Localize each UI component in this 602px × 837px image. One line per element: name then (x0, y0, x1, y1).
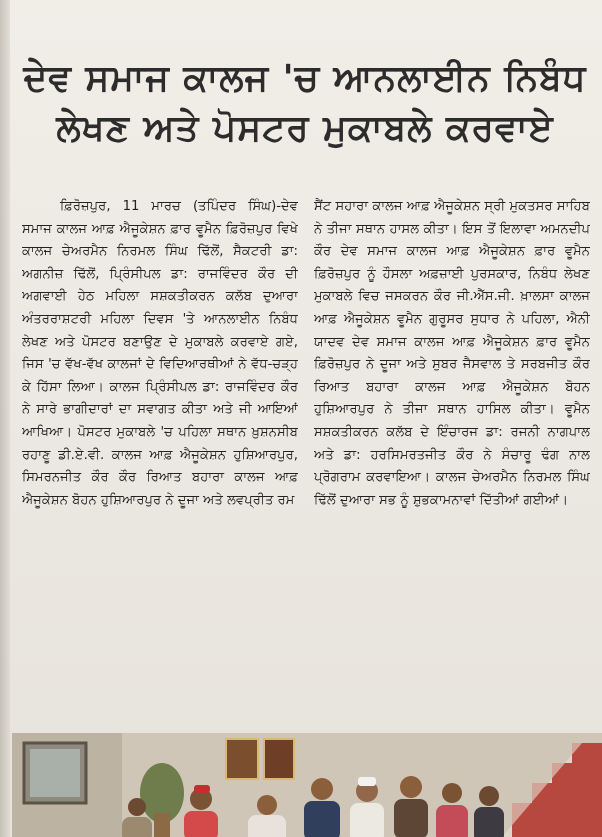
article-column-right (314, 196, 590, 726)
article-body (22, 196, 590, 726)
headline-line-1: ਦੇਵ ਸਮਾਜ ਕਾਲਜ 'ਚ ਆਨਲਾਈਨ ਨਿਬੰਧ (23, 58, 587, 100)
article-column-left (22, 196, 298, 726)
headline-line-2: ਲੇਖਣ ਅਤੇ ਪੋਸਟਰ ਮੁਕਾਬਲੇ ਕਰਵਾਏ (56, 108, 554, 150)
group-photo-image (12, 733, 602, 837)
headline (18, 54, 592, 154)
article-paragraph-left: ਫ਼ਿਰੋਜ਼ਪੁਰ, 11 ਮਾਰਚ (ਤਪਿੰਦਰ ਸਿੰਘ)-ਦੇਵ ਸਮਾਜ ਕਾਲਜ ਆਫ਼ ਐਜੂਕੇਸ਼ਨ ਫ਼ਾਰ ਵੂਮੈਨ ਫ਼ਿਰੋਜ਼ਪੁਰ ਵਿਖੇ ਕਾਲਜ ਚੇਅਰਮੈਨ ਨਿਰਮਲ ਸਿੰਘ ਢਿੱਲੋਂ, ਸੈਕਟਰੀ ਡਾ: ਅਗਨੀਜ਼ ਢਿੱਲੋਂ, ਪ੍ਰਿੰਸੀਪਲ ਡਾ: ਰਾਜਵਿੰਦਰ ਕੌਰ ਦੀ ਅਗਵਾਈ ਹੇਠ ਮਹਿਲਾ ਸਸ਼ਕਤੀਕਰਨ ਕਲੱਬ ਦੁਆਰਾ ਅੰਤਰਰਾਸ਼ਟਰੀ ਮਹਿਲਾ ਦਿਵਸ 'ਤੇ ਆਨਲਾਈਨ ਨਿਬੰਧ ਲੇਖਣ ਅਤੇ ਪੋਸਟਰ ਬਣਾਉਣ ਦੇ ਮੁਕਾਬਲੇ ਕਰਵਾਏ ਗਏ, ਜਿਸ 'ਚ ਵੱਖ-ਵੱਖ ਕਾਲਜਾਂ ਦੇ ਵਿਦਿਆਰਥੀਆਂ ਨੇ ਵੱਧ-ਚੜ੍ਹ ਕੇ ਹਿੱਸਾ ਲਿਆ। ਕਾਲਜ ਪ੍ਰਿੰਸੀਪਲ ਡਾ: ਰਾਜਵਿੰਦਰ ਕੌਰ ਨੇ ਸਾਰੇ ਭਾਗੀਦਾਰਾਂ ਦਾ ਸਵਾਗਤ ਕੀਤਾ ਅਤੇ ਜੀ ਆਇਆਂ ਆਖਿਆ। ਪੋਸਟਰ ਮੁਕਾਬਲੇ 'ਚ ਪਹਿਲਾ ਸਥਾਨ ਖ਼ੁਸ਼ਨਸੀਬ ਰਹਾਣੂ ਡੀ.ਏ.ਵੀ. ਕਾਲਜ ਆਫ਼ ਐਜੂਕੇਸ਼ਨ ਹੁਸ਼ਿਆਰਪੁਰ, ਸਿਮਰਨਜੀਤ ਕੌਰ ਕੌਰ ਰਿਆਤ ਬਹਾਰਾ ਕਾਲਜ ਆਫ਼ ਐਜੂਕੇਸ਼ਨ ਬੋਹਨ ਹੁਸ਼ਿਆਰਪੁਰ ਨੇ ਦੂਜਾ ਅਤੇ ਲਵਪ੍ਰੀਤ ਰਮ (22, 199, 298, 508)
group-photo (12, 733, 602, 837)
article-paragraph-right: ਸੈਂਟ ਸਹਾਰਾ ਕਾਲਜ ਆਫ਼ ਐਜੂਕੇਸ਼ਨ ਸ੍ਰੀ ਮੁਕਤਸਰ ਸਾਹਿਬ ਨੇ ਤੀਜਾ ਸਥਾਨ ਹਾਸਲ ਕੀਤਾ। ਇਸ ਤੋਂ ਇਲਾਵਾ ਅਮਨਦੀਪ ਕੌਰ ਦੇਵ ਸਮਾਜ ਕਾਲਜ ਆਫ਼ ਐਜੂਕੇਸ਼ਨ ਫ਼ਾਰ ਵੂਮੈਨ ਫ਼ਿਰੋਜ਼ਪੁਰ ਨੂੰ ਹੌਸਲਾ ਅਫ਼ਜ਼ਾਈ ਪੁਰਸਕਾਰ, ਨਿਬੰਧ ਲੇਖਣ ਮੁਕਾਬਲੇ ਵਿਚ ਜਸਕਰਨ ਕੌਰ ਜੀ.ਐੱਸ.ਜੀ. ਖ਼ਾਲਸਾ ਕਾਲਜ ਆਫ਼ ਐਜੂਕੇਸ਼ਨ ਵੂਮੈਨ ਗੁਰੂਸਰ ਸੁਧਾਰ ਨੇ ਪਹਿਲਾ, ਐਨੀ ਯਾਦਵ ਦੇਵ ਸਮਾਜ ਕਾਲਜ ਆਫ਼ ਐਜੂਕੇਸ਼ਨ ਫ਼ਾਰ ਵੂਮੈਨ ਫ਼ਿਰੋਜ਼ਪੁਰ ਨੇ ਦੂਜਾ ਅਤੇ ਸੁਬਰ ਜੈਸਵਾਲ ਤੇ ਸਰਬਜੀਤ ਕੌਰ ਰਿਆਤ ਬਹਾਰਾ ਕਾਲਜ ਆਫ਼ ਐਜੂਕੇਸ਼ਨ ਬੋਹਨ ਹੁਸ਼ਿਆਰਪੁਰ ਨੇ ਤੀਜਾ ਸਥਾਨ ਹਾਸਿਲ ਕੀਤਾ। ਵੂਮੈਨ ਸਸ਼ਕਤੀਕਰਨ ਕਲੱਬ ਦੇ ਇੰਚਾਰਜ ਡਾ: ਰਜਨੀ ਨਾਗਪਾਲ ਅਤੇ ਡਾ: ਹਰਸਿਮਰਤਜੀਤ ਕੌਰ ਨੇ ਸੰਚਾਰੂ ਢੰਗ ਨਾਲ ਪ੍ਰੋਗਰਾਮ ਕਰਵਾਇਆ। ਕਾਲਜ ਚੇਅਰਮੈਨ ਨਿਰਮਲ ਸਿੰਘ ਢਿੱਲੋਂ ਦੁਆਰਾ ਸਭ ਨੂੰ ਸ਼ੁਭਕਾਮਨਾਵਾਂ ਦਿੱਤੀਆਂ ਗਈਆਂ। (314, 199, 590, 508)
